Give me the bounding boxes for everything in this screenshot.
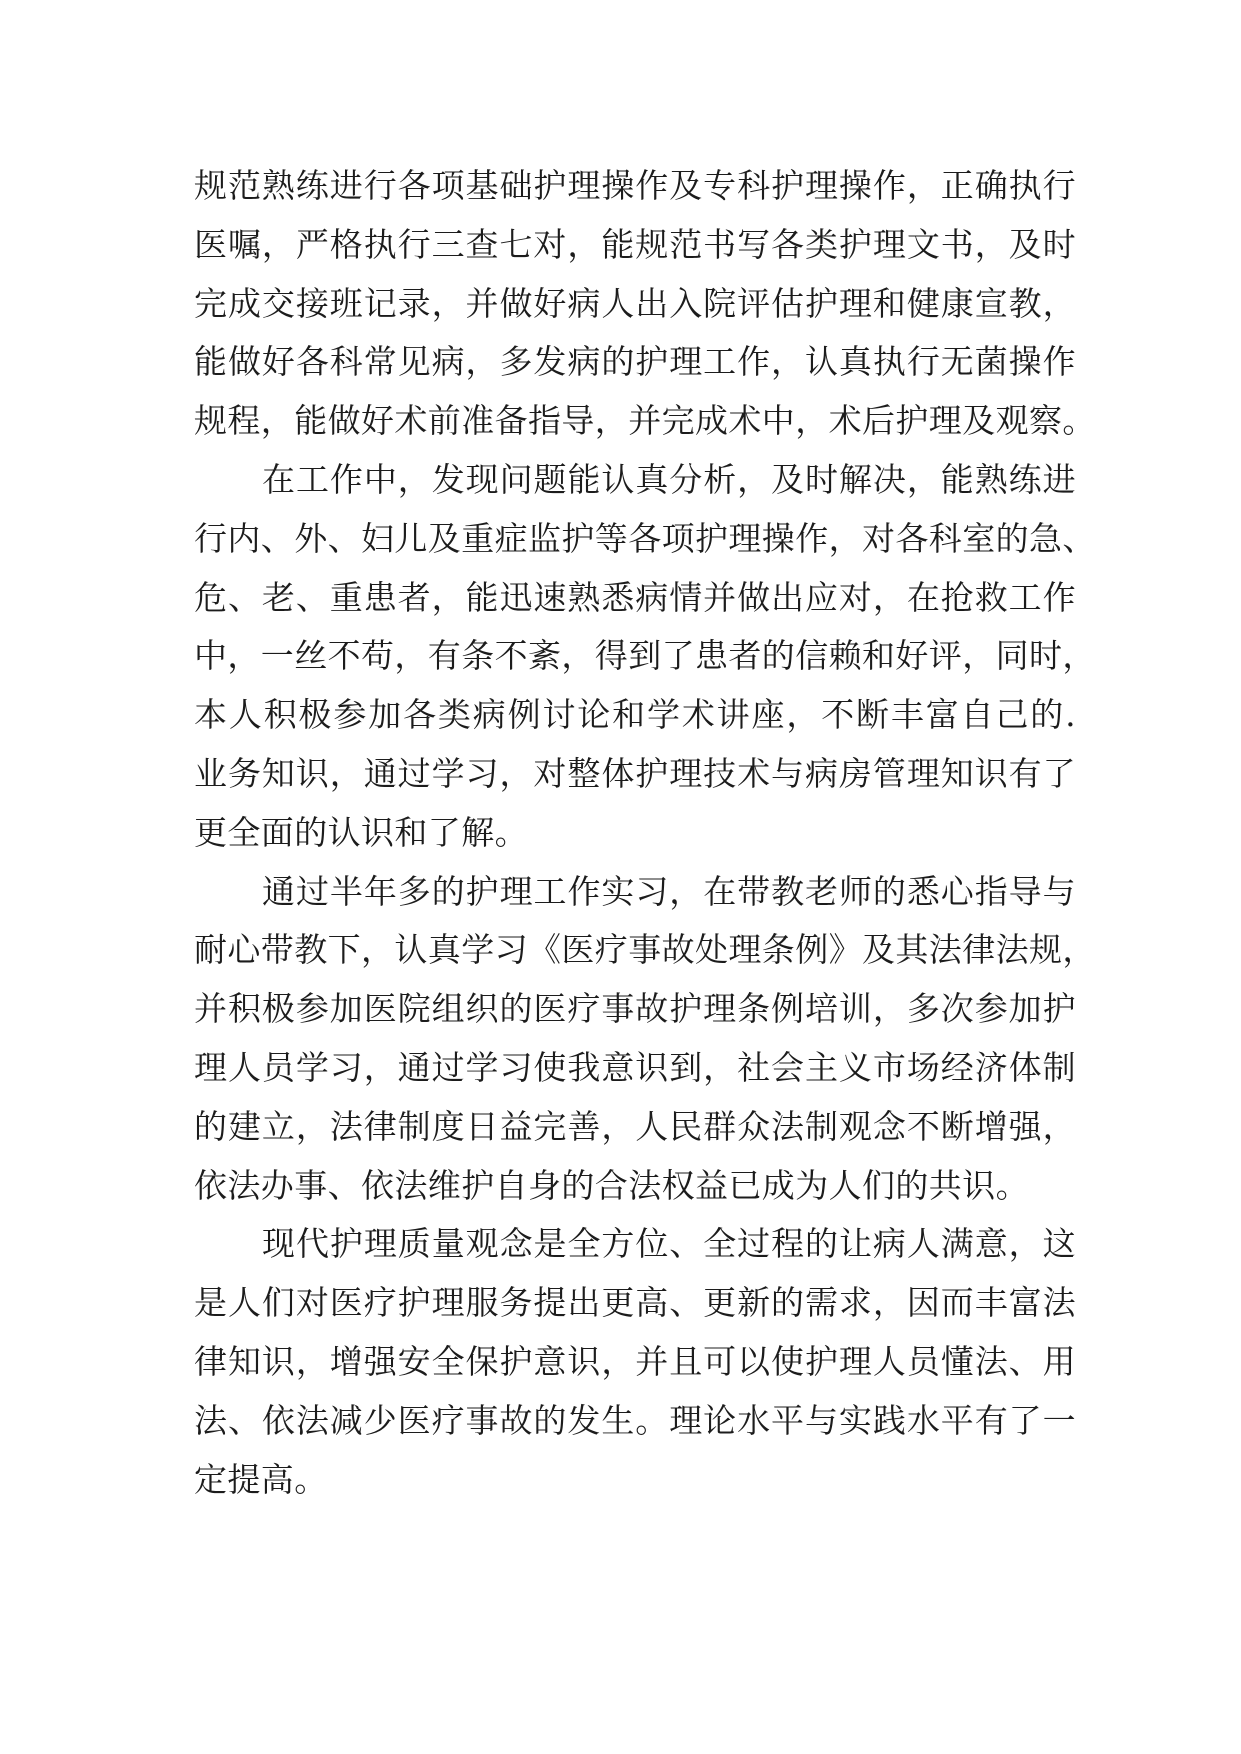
text-line: 更全面的认识和了解。 xyxy=(194,812,528,852)
text-line: 耐心带教下，认真学习《医疗事故处理条例》及其法律法规， xyxy=(194,930,1096,970)
text-line: 是人们对医疗护理服务提出更高、更新的需求，因而丰富法 xyxy=(194,1283,1076,1323)
text-line: 在工作中，发现问题能认真分析，及时解决，能熟练进 xyxy=(262,459,1076,499)
body-text xyxy=(194,157,1096,1509)
text-line: 规范熟练进行各项基础护理操作及专科护理操作，正确执行 xyxy=(194,166,1076,205)
text-line: 危、老、重患者，能迅速熟悉病情并做出应对，在抢救工作 xyxy=(194,577,1076,617)
paragraph-3 xyxy=(194,863,1096,1216)
text-line: 法、依法减少医疗事故的发生。理论水平与实践水平有了一 xyxy=(194,1400,1076,1440)
text-line: 能做好各科常见病，多发病的护理工作，认真执行无菌操作 xyxy=(194,342,1076,382)
text-line: 通过半年多的护理工作实习，在带教老师的悉心指导与 xyxy=(262,871,1076,911)
text-line: 的建立，法律制度日益完善，人民群众法制观念不断增强， xyxy=(194,1106,1076,1146)
text-line: 本人积极参加各类病例讨论和学术讲座，不断丰富自己的. xyxy=(194,695,1076,735)
text-line: 律知识，增强安全保护意识，并且可以使护理人员懂法、用 xyxy=(194,1341,1076,1381)
paragraph-2 xyxy=(194,451,1096,863)
text-line: 现代护理质量观念是全方位、全过程的让病人满意，这 xyxy=(262,1224,1076,1264)
text-line: 业务知识，通过学习，对整体护理技术与病房管理知识有了 xyxy=(194,753,1076,793)
text-line: 理人员学习，通过学习使我意识到，社会主义市场经济体制 xyxy=(194,1047,1076,1087)
text-line: 医嘱，严格执行三查七对，能规范书写各类护理文书，及时 xyxy=(194,224,1076,264)
text-line: 规程，能做好术前准备指导，并完成术中，术后护理及观察。 xyxy=(194,401,1096,441)
text-line: 并积极参加医院组织的医疗事故护理条例培训，多次参加护 xyxy=(194,989,1076,1029)
paragraph-4 xyxy=(194,1215,1076,1509)
paragraph-1 xyxy=(194,157,1096,451)
text-line: 依法办事、依法维护自身的合法权益已成为人们的共识。 xyxy=(194,1165,1029,1205)
text-line: 定提高。 xyxy=(194,1459,328,1499)
text-line: 行内、外、妇儿及重症监护等各项护理操作，对各科室的急、 xyxy=(194,518,1096,558)
text-line: 完成交接班记录，并做好病人出入院评估护理和健康宣教， xyxy=(194,283,1076,323)
text-line: 中，一丝不苟，有条不紊，得到了患者的信赖和好评，同时， xyxy=(194,636,1096,676)
